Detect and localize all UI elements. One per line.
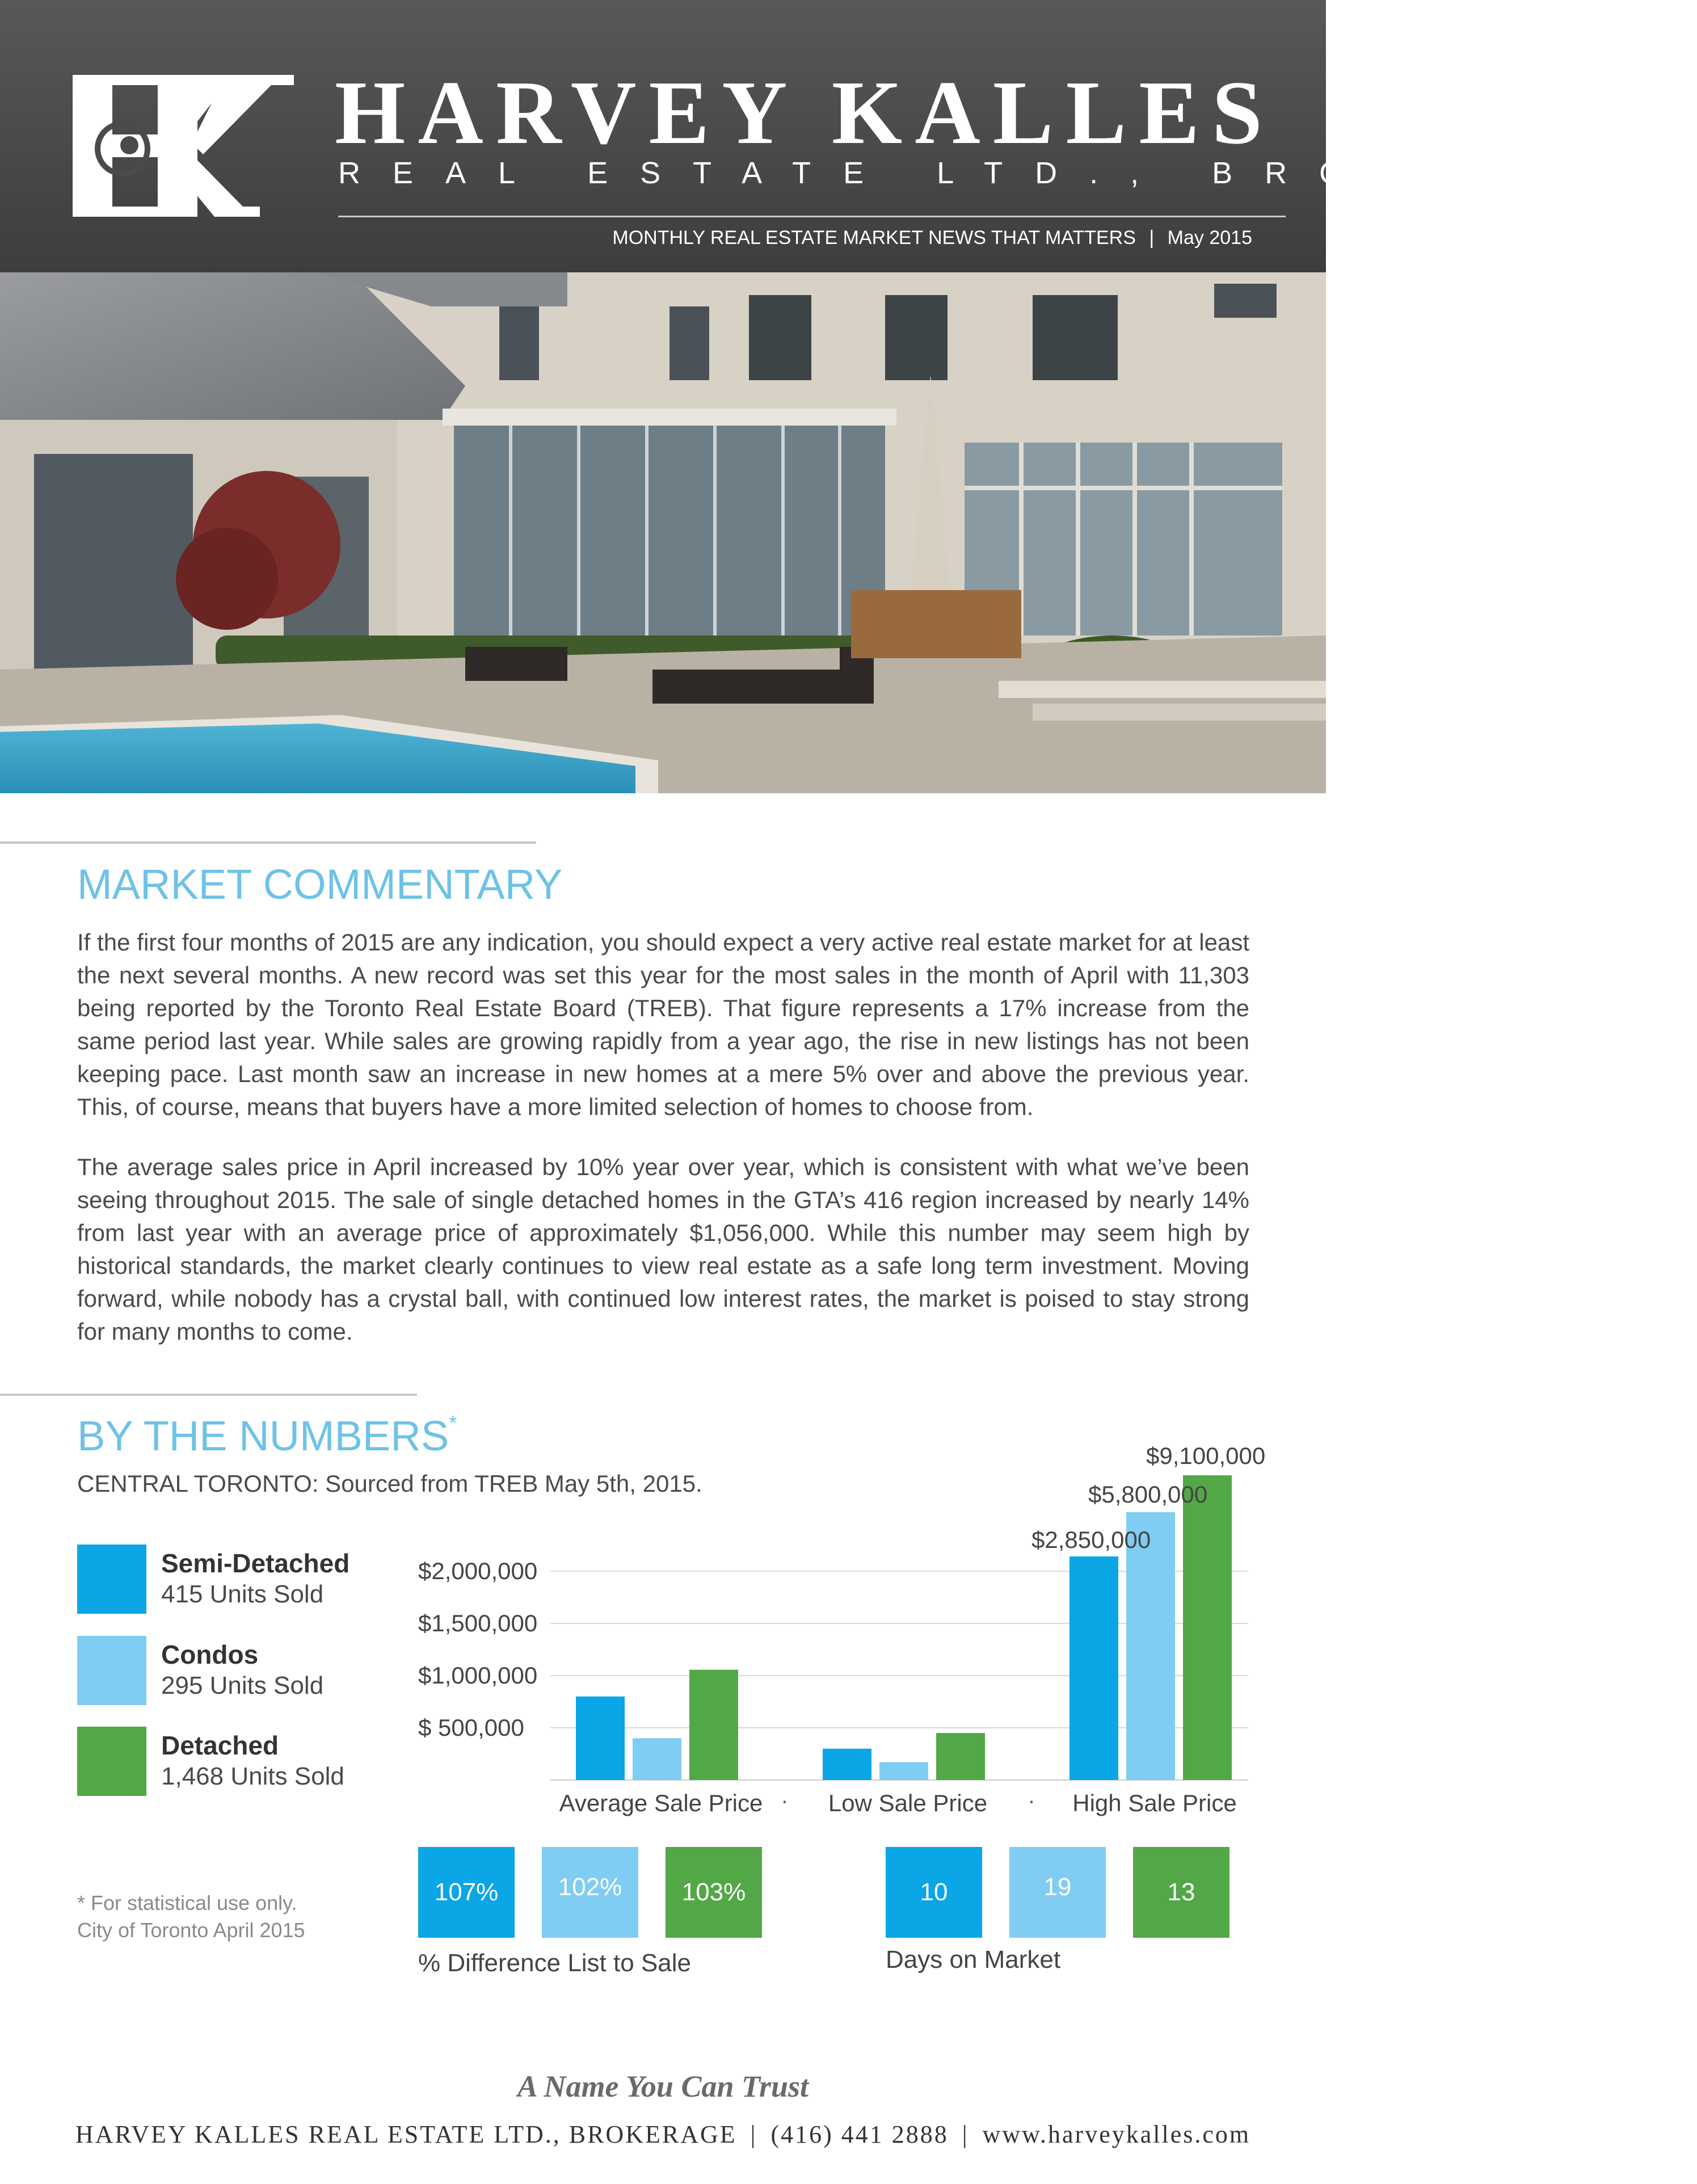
- high-value-label: $9,100,000: [1146, 1442, 1266, 1469]
- footnote: [77, 1890, 305, 1944]
- x-category-label: Average Sale Price: [559, 1790, 763, 1816]
- brand-name: HARVEY KALLES: [335, 62, 1275, 163]
- category-separator: ·: [1028, 1787, 1035, 1813]
- category-separator: ·: [781, 1787, 789, 1813]
- list-to-sale-caption: % Difference List to Sale: [418, 1949, 691, 1977]
- header-divider: [338, 216, 1286, 217]
- days-on-market-condos-value: 19: [1043, 1873, 1072, 1901]
- legend-units-semi: 415 Units Sold: [161, 1580, 324, 1608]
- list-to-sale-semi: 107%: [418, 1847, 515, 1938]
- legend-title-semi: Semi-Detached: [161, 1548, 350, 1578]
- days-on-market-caption: Days on Market: [886, 1946, 1061, 1973]
- legend-swatch-detached: [77, 1727, 146, 1796]
- numbers-subtitle: CENTRAL TORONTO: Sourced from TREB May 5th, 2015.: [77, 1470, 702, 1497]
- tagline-text: MONTHLY REAL ESTATE MARKET NEWS THAT MATTERS: [612, 227, 1136, 249]
- high-value-label: $2,850,000: [1031, 1526, 1151, 1553]
- bar-detached-2: [1183, 1475, 1232, 1780]
- list-to-sale-condos: [542, 1847, 638, 1938]
- commentary-paragraph-1: If the first four months of 2015 are any indication, you should expect a very active real estate market for at least the next several months. A new record was set this year for the most sales in the month of April with 11,303 being reported by the Toronto Real Estate Board (TREB). That figure represents a 17% increase from the same period last year. While sales are growing rapidly from a year ago, the rise in new listings has not been keeping pace. Last month saw an increase in new homes at a mere 5% over and above the previous year. This, of course, means that buyers have a more limited selection of homes to choose from.: [77, 929, 1249, 1120]
- bar-semi-detached-1: [823, 1749, 871, 1780]
- slogan: A Name You Can Trust: [517, 2069, 809, 2103]
- bar-semi-detached-0: [576, 1697, 625, 1780]
- footer-website[interactable]: www.harveykalles.com: [982, 2120, 1251, 2148]
- commentary-paragraph-2: The average sales price in April increased by 10% year over year, which is consistent with what we’ve been seeing throughout 2015. The sale of single detached homes in the GTA’s 416 region increased by nearly 14% from last year with an average price of approximately $1,056,000. While this number may seem high by historical standards, the market clearly continues to view real estate as a safe long term investment. Moving forward, while nobody has a crystal ball, with continued low interest rates, the market is poised to stay strong for many months to come.: [77, 1154, 1249, 1345]
- bar-detached-0: [689, 1670, 738, 1780]
- x-category-label: High Sale Price: [1072, 1790, 1237, 1816]
- legend-units-detached: 1,468 Units Sold: [161, 1762, 344, 1790]
- footnote-line-2: City of Toronto April 2015: [77, 1918, 305, 1942]
- numbers-title-text: BY THE NUMBERS: [77, 1412, 449, 1459]
- footer-separator: |: [962, 2120, 969, 2148]
- legend-title-detached: Detached: [161, 1731, 279, 1760]
- commentary-rule: [0, 841, 536, 844]
- numbers-rule: [0, 1394, 417, 1396]
- y-tick-label: $ 500,000: [418, 1714, 524, 1741]
- footer-company: HARVEY KALLES REAL ESTATE LTD., BROKERAGE: [75, 2120, 737, 2148]
- bar-condos-0: [633, 1738, 681, 1780]
- list-to-sale-condos-value: 102%: [558, 1873, 622, 1901]
- bar-semi-detached-2: [1069, 1556, 1118, 1780]
- days-on-market-semi: 10: [886, 1847, 982, 1938]
- y-tick-label: $2,000,000: [418, 1558, 538, 1584]
- y-tick-label: $1,000,000: [418, 1662, 538, 1689]
- brand-subtitle: REAL ESTATE LTD., BROKERAGE: [338, 156, 1697, 190]
- numbers-title-mark: *: [449, 1411, 457, 1434]
- price-chart: [397, 1419, 1266, 1827]
- issue-date: May 2015: [1167, 227, 1252, 249]
- high-value-label: $5,800,000: [1088, 1481, 1208, 1508]
- footer-phone: (416) 441 2888: [770, 2120, 949, 2148]
- days-on-market-detached: 13: [1133, 1847, 1229, 1938]
- y-tick-label: $1,500,000: [418, 1610, 538, 1636]
- commentary-title: MARKET COMMENTARY: [77, 861, 563, 908]
- list-to-sale-detached: 103%: [666, 1847, 762, 1938]
- footer-separator: |: [750, 2120, 757, 2148]
- footnote-line-1: * For statistical use only.: [77, 1891, 297, 1914]
- legend-title-condos: Condos: [161, 1640, 259, 1669]
- days-on-market-condos: [1009, 1847, 1106, 1938]
- bar-condos-1: [879, 1762, 928, 1780]
- legend-swatch-condos: [77, 1636, 146, 1705]
- header: [0, 0, 1697, 272]
- bar-detached-1: [936, 1733, 985, 1780]
- hero-photo: [0, 272, 1326, 793]
- hk-logo: [73, 75, 294, 217]
- footer-contact: [0, 2122, 1326, 2147]
- tagline: MONTHLY REAL ESTATE MARKET NEWS THAT MATTERS | May 2015: [612, 227, 1252, 249]
- legend-units-condos: 295 Units Sold: [161, 1672, 324, 1699]
- x-category-label: Low Sale Price: [828, 1790, 988, 1816]
- legend-swatch-semi: [77, 1545, 146, 1614]
